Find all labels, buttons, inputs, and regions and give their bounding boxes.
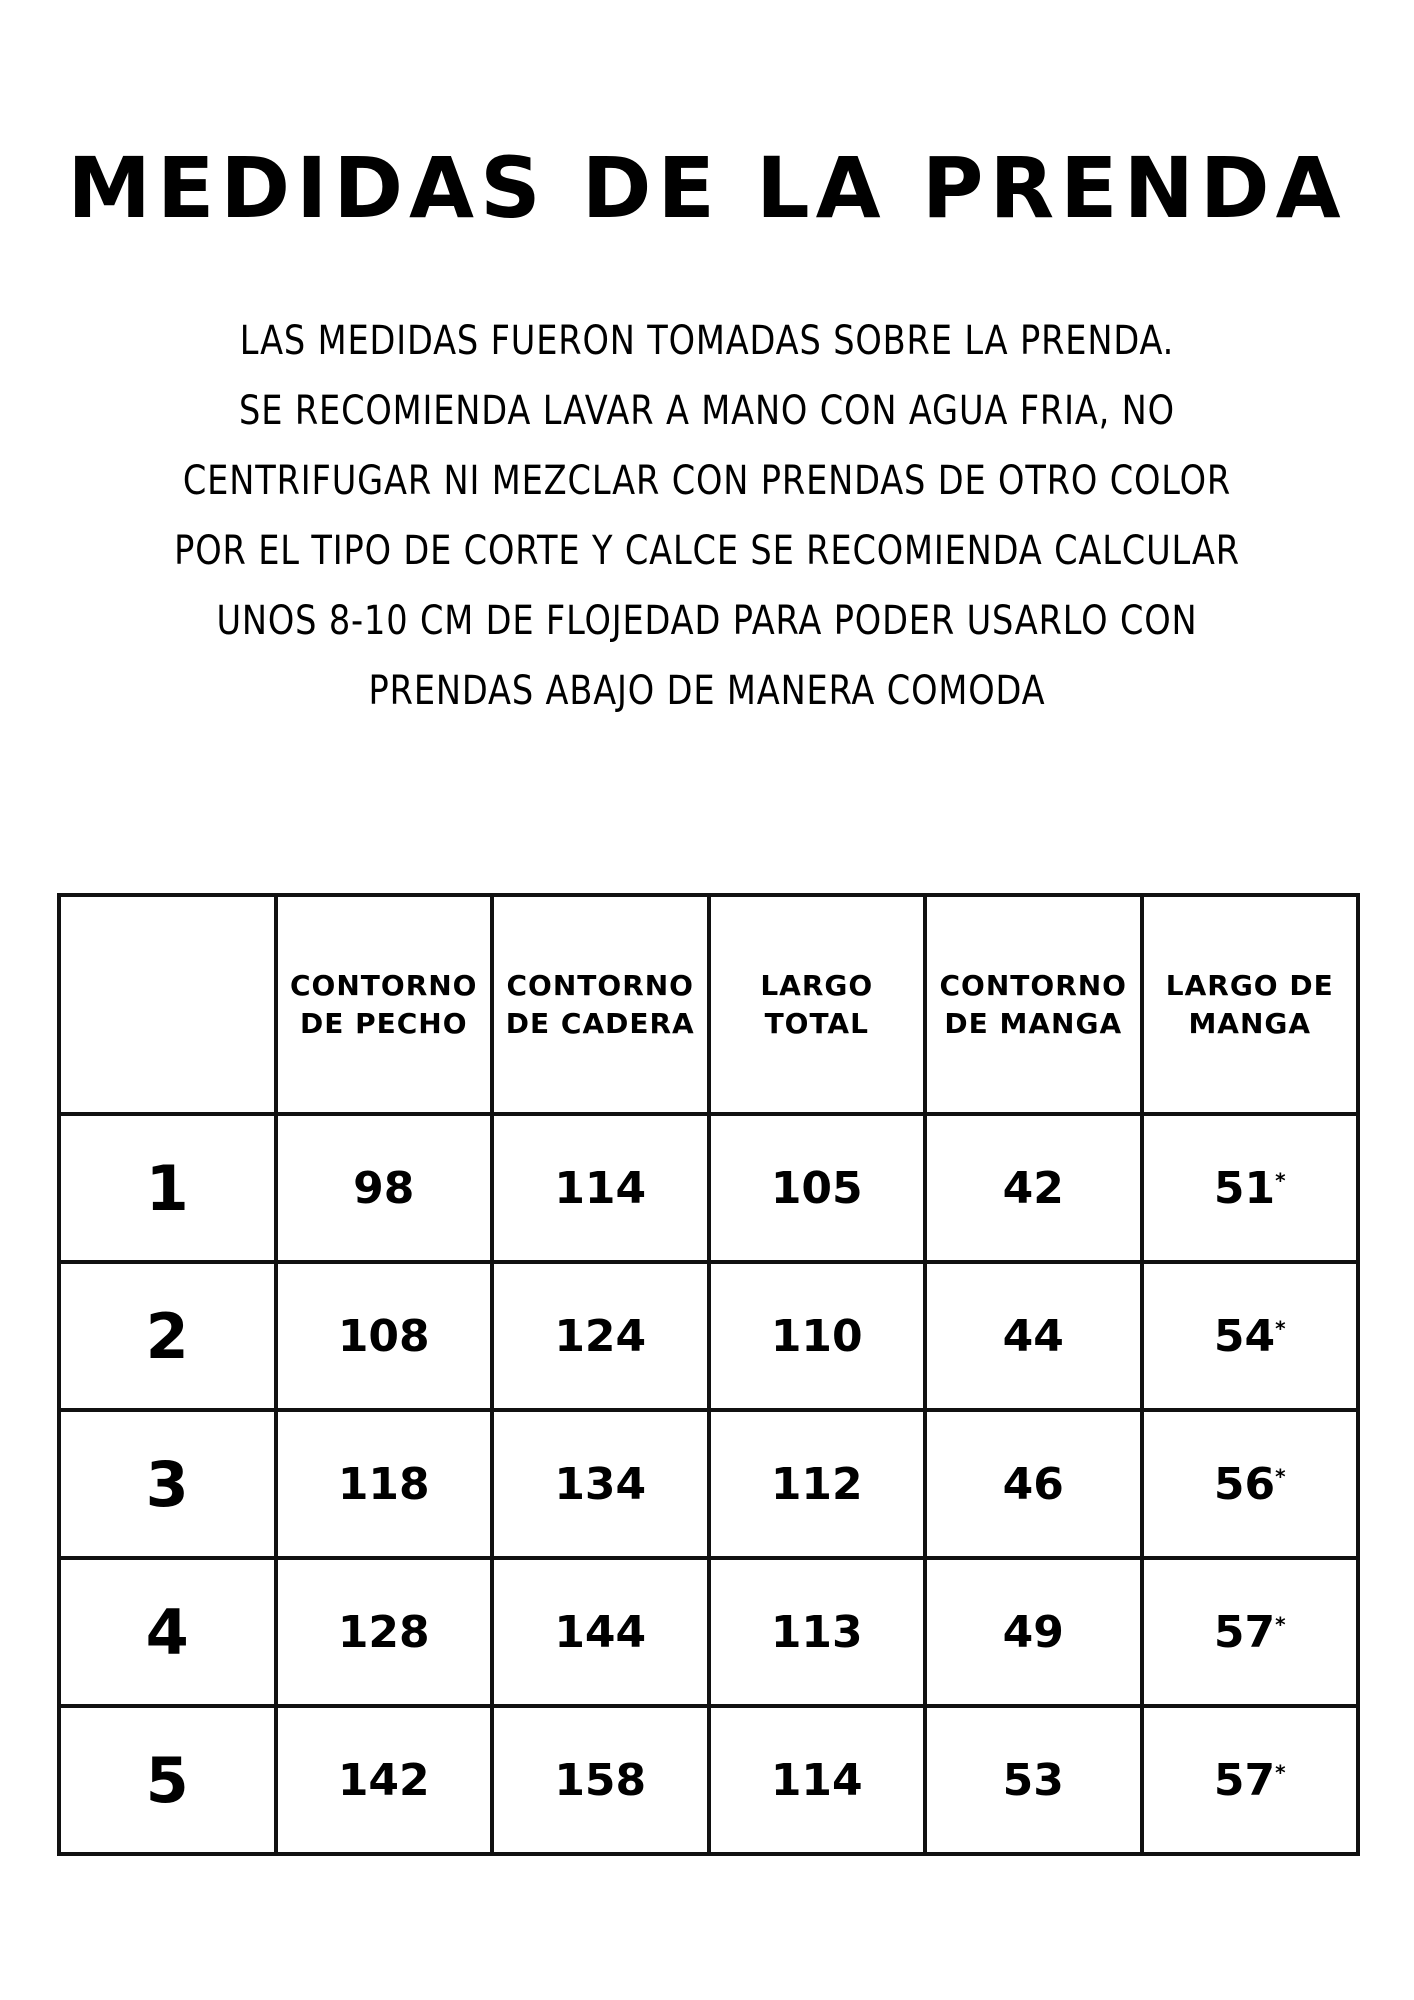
care-instructions xyxy=(40,306,1374,726)
asterisk-mark: * xyxy=(1275,1759,1286,1784)
asterisk-mark: * xyxy=(1275,1167,1286,1192)
cell-largo-manga xyxy=(1142,1706,1359,1854)
instruction-line: CENTRIFUGAR NI MEZCLAR CON PRENDAS DE OTRO COLOR xyxy=(182,458,1232,504)
header-largo-total xyxy=(709,895,926,1114)
table-row xyxy=(59,1410,1358,1558)
cell-manga: 53 xyxy=(925,1706,1142,1854)
cell-cadera: 144 xyxy=(492,1558,709,1706)
table-header-row xyxy=(59,895,1358,1114)
header-contorno-pecho xyxy=(276,895,493,1114)
table-row xyxy=(59,1558,1358,1706)
header-label: LARGO DE MANGA xyxy=(1165,968,1334,1040)
cell-largo: 113 xyxy=(709,1558,926,1706)
cell-cadera: 114 xyxy=(492,1114,709,1262)
header-size-corner xyxy=(59,895,276,1114)
header-contorno-cadera xyxy=(492,895,709,1114)
value: 54 xyxy=(1213,1310,1276,1362)
size-label: 4 xyxy=(59,1558,276,1706)
size-label: 3 xyxy=(59,1410,276,1558)
cell-largo: 105 xyxy=(709,1114,926,1262)
size-label: 1 xyxy=(59,1114,276,1262)
cell-pecho: 128 xyxy=(276,1558,493,1706)
page-title: MEDIDAS DE LA PRENDA xyxy=(67,139,1347,237)
cell-largo-manga xyxy=(1142,1262,1359,1410)
cell-pecho: 118 xyxy=(276,1410,493,1558)
instruction-line: POR EL TIPO DE CORTE Y CALCE SE RECOMIENDA CALCULAR xyxy=(174,528,1240,574)
value: 51 xyxy=(1213,1162,1276,1214)
table-row xyxy=(59,1706,1358,1854)
header-label: CONTORNO DE MANGA xyxy=(939,968,1127,1040)
cell-manga: 44 xyxy=(925,1262,1142,1410)
cell-largo-manga xyxy=(1142,1410,1359,1558)
cell-largo: 114 xyxy=(709,1706,926,1854)
cell-manga: 46 xyxy=(925,1410,1142,1558)
cell-manga: 49 xyxy=(925,1558,1142,1706)
table-row xyxy=(59,1262,1358,1410)
cell-largo: 110 xyxy=(709,1262,926,1410)
size-label: 2 xyxy=(59,1262,276,1410)
cell-manga: 42 xyxy=(925,1114,1142,1262)
instruction-line: UNOS 8-10 CM DE FLOJEDAD PARA PODER USARLO CON xyxy=(216,598,1198,644)
value: 57 xyxy=(1213,1606,1276,1658)
instruction-line: SE RECOMIENDA LAVAR A MANO CON AGUA FRIA, NO xyxy=(239,388,1175,434)
cell-cadera: 134 xyxy=(492,1410,709,1558)
header-largo-manga xyxy=(1142,895,1359,1114)
cell-cadera: 158 xyxy=(492,1706,709,1854)
asterisk-mark: * xyxy=(1275,1611,1286,1636)
instruction-line: PRENDAS ABAJO DE MANERA COMODA xyxy=(368,668,1046,714)
asterisk-mark: * xyxy=(1275,1315,1286,1340)
instruction-line: LAS MEDIDAS FUERON TOMADAS SOBRE LA PRENDA. xyxy=(239,318,1175,364)
header-label: CONTORNO DE PECHO xyxy=(290,968,478,1040)
cell-pecho: 142 xyxy=(276,1706,493,1854)
size-label: 5 xyxy=(59,1706,276,1854)
value: 56 xyxy=(1213,1458,1276,1510)
header-contorno-manga xyxy=(925,895,1142,1114)
header-label: CONTORNO DE CADERA xyxy=(505,968,695,1040)
cell-pecho: 98 xyxy=(276,1114,493,1262)
asterisk-mark: * xyxy=(1275,1463,1286,1488)
value: 57 xyxy=(1213,1754,1276,1806)
header-label: LARGO TOTAL xyxy=(760,968,874,1040)
cell-pecho: 108 xyxy=(276,1262,493,1410)
cell-largo-manga xyxy=(1142,1114,1359,1262)
table-row xyxy=(59,1114,1358,1262)
cell-largo-manga xyxy=(1142,1558,1359,1706)
cell-largo: 112 xyxy=(709,1410,926,1558)
cell-cadera: 124 xyxy=(492,1262,709,1410)
size-table xyxy=(57,893,1360,1856)
